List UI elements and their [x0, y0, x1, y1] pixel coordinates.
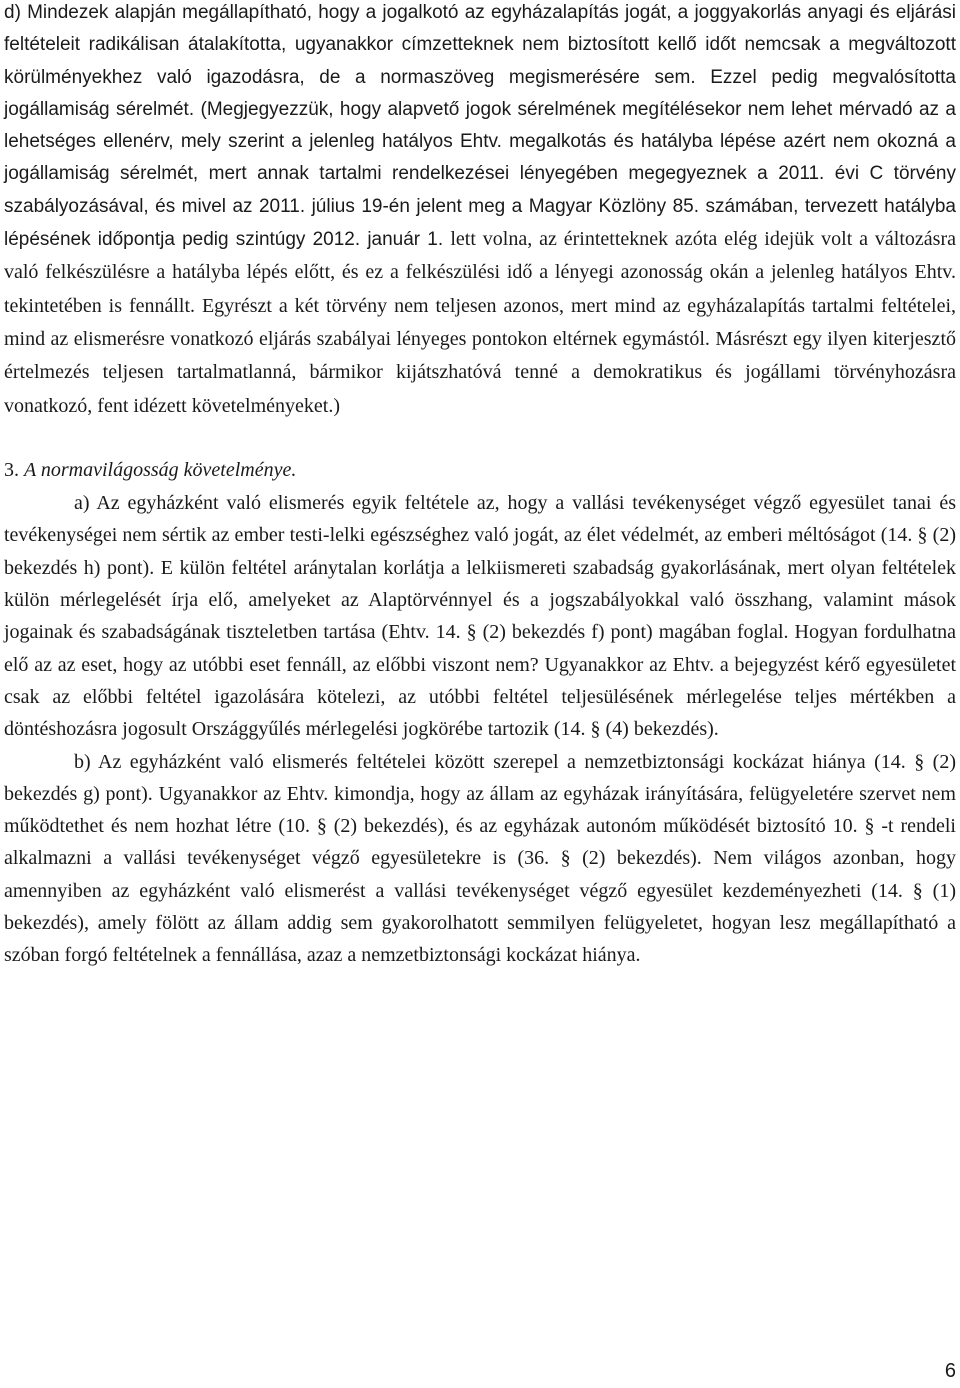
section-number: 3.: [4, 458, 24, 481]
paragraph-b: b) Az egyházként való elismerés feltételei között szerepel a nemzetbiztonsági kockázat hiánya (14. § (2) bekezdés g) pont). Ugyanakkor az Ehtv. kimondja, hogy az állam az egyházak irányítására, felügyeletére szervet nem működtethet és nem hozhat létre (10. § (2) bekezdés), és az egyházak autonóm működését biztosító 10. § -t rendeli alkalmazni a vallási tevékenységet végző egyesületekre is (36. § (2) bekezdés). Nem világos azonban, hogy amennyiben az egyházként való elismerést a vallási tevékenységet végző egyesület kezdeményezheti (14. § (1) bekezdés), amely fölött az állam addig sem gyakorolhatott semmilyen felügyeletet, hogyan lesz megállapítható a szóban forgó feltételnek a fennállása, azaz a nemzetbiztonsági kockázat hiánya.: [4, 750, 956, 967]
paragraph-a: a) Az egyházként való elismerés egyik feltétele az, hogy a vallási tevékenységet végző egyesület tanai és tevékenységei nem sértik az ember testi-lelki egészséghez való jogát, az élet védelmét, az emberi méltóságot (14. § (2) bekezdés h) pont). E külön feltétel aránytalan korlátja a lelkiismereti szabadság gyakorlásának, mert olyan feltételek külön mérlegelését írja elő, amelyeket az Alaptörvénnyel és a jogszabályokkal való összhang, valamint mások jogainak és szabadságának tiszteletben tartása (Ehtv. 14. § (2) bekezdés f) pont) magában foglal. Hogyan fordulhatna elő az az eset, hogy az utóbbi eset fennáll, az előbbi viszont nem? Ugyanakkor az Ehtv. a bejegyzést kérő egyesületet csak az előbbi feltétel igazolására kötelezi, az utóbbi feltétel teljesülésének mérlegelése teljes mértékben a döntéshozásra jogosult Országgyűlés mérlegelési jogkörébe tartozik (14. § (4) bekezdés).: [4, 492, 956, 741]
page-number: 6: [944, 1360, 956, 1382]
section-heading: [4, 454, 956, 486]
paragraph-d-serif-text: lett volna, az érintetteknek azóta elég idejük volt a változásra való felkészülésre a hatályba lépés előtt, és ez a felkészülési idő a lényegi azonosság okán a jelenleg hatályos Ehtv. tekintetében is fennállt. Egyrészt a két törvény nem teljesen azonos, mert mind az egyházalapítás tartalmi feltételei, mind az elismerésre vonatkozó eljárás szabályai lényeges pontokon eltérnek egymástól. Másrészt egy ilyen kiterjesztő értelmezés teljesen tartalmatlanná, bármikor kijátszhatóvá tenné a demokratikus és jogállami törvényhozásra vonatkozó, fent idézett követelményeket.): [4, 228, 956, 417]
paragraph-d: [4, 0, 956, 423]
document-page: [4, 0, 956, 972]
paragraph-d-sans-text: d) Mindezek alapján megállapítható, hogy a jogalkotó az egyházalapítás jogát, a joggyakorlás anyagi és eljárási feltételeit radikálisan átalakította, ugyanakkor címzetteknek nem biztosított kellő időt nemcsak a megváltozott körülményekhez való igazodásra, de a normaszöveg megismerésére sem. Ezzel pedig megvalósította jogállamiság sérelmét. (Megjegyezzük, hogy alapvető jogok sérelmének megítélésekor nem lehet mérvadó az a lehetséges ellenérv, mely szerint a jelenleg hatályos Ehtv. megalkotás és hatályba lépése azért nem okozná a jogállamiság sérelmét, mert annak tartalmi rendelkezései lényegében megegyeznek a 2011. évi C törvény szabályozásával, és mivel az 2011. július 19-én jelent meg a Magyar Közlöny 85. számában, tervezett hatályba lépésének időpontja pedig szintúgy 2012. január 1.: [4, 2, 956, 251]
section-title: A normavilágosság követelménye.: [24, 458, 297, 481]
